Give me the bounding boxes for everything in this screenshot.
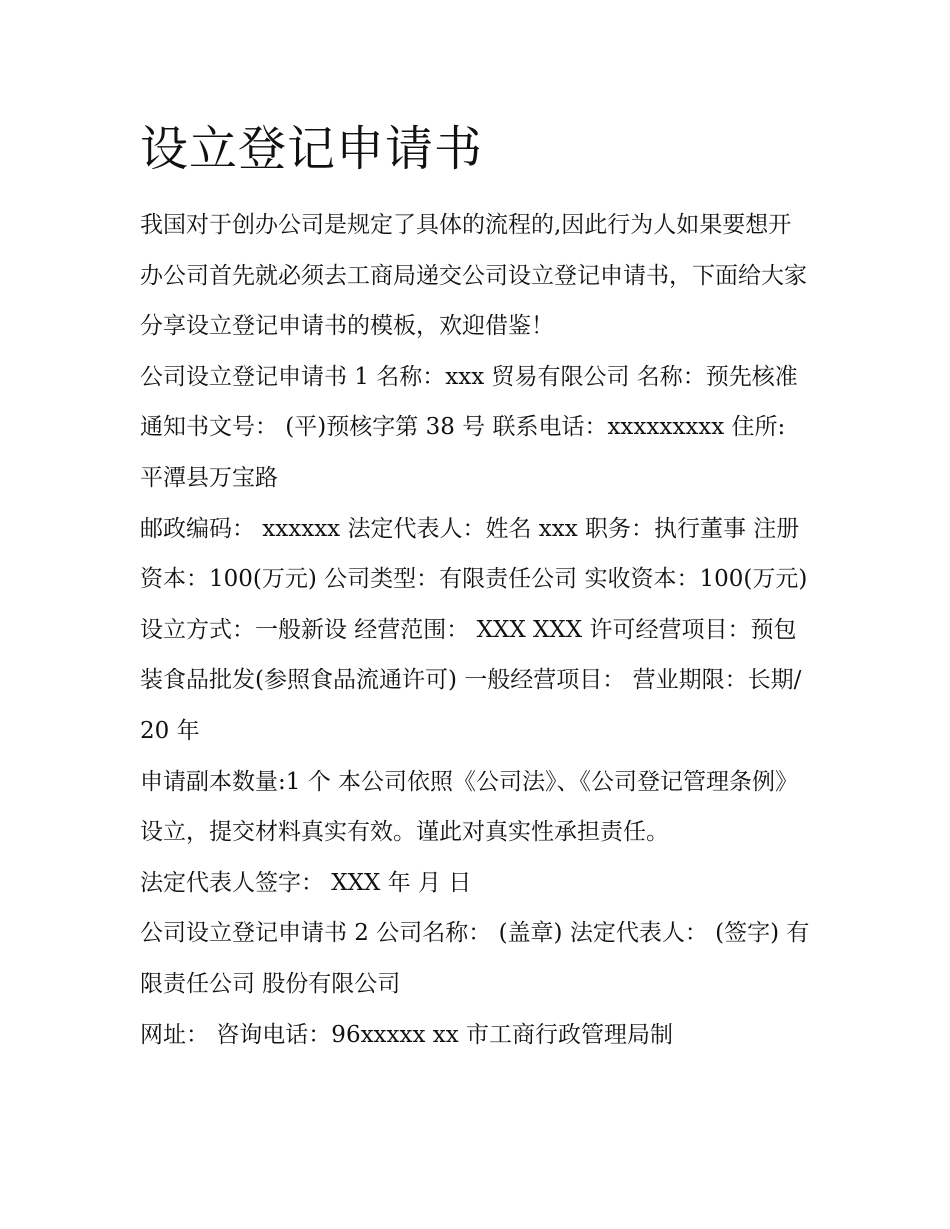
second-template-paragraph: 公司设立登记申请书 2 公司名称： (盖章) 法定代表人： (签字) 有限责任公司 股份有限公司: [140, 920, 810, 997]
contact-paragraph: 网址： 咨询电话：96xxxxx xx 市工商行政管理局制: [140, 1021, 673, 1048]
business-scope-paragraph: 设立方式：一般新设 经营范围： XXX XXX 许可经营项目：预包装食品批发(参照食品流通许可) 一般经营项目： 营业期限：长期/20 年: [140, 616, 802, 744]
copy-count-paragraph: 申请副本数量:1 个 本公司依照《公司法》、《公司登记管理条例》设立，提交材料真实有效。谨此对真实性承担责任。: [140, 768, 799, 846]
intro-paragraph: 我国对于创办公司是规定了具体的流程的,因此行为人如果要想开办公司首先就必须去工商局递交公司设立登记申请书，下面给大家分享设立登记申请书的模板，欢迎借鉴！: [140, 212, 807, 340]
company-name-paragraph: 公司设立登记申请书 1 名称：xxx 贸易有限公司 名称：预先核准 通知书文号： (平)预核字第 38 号 联系电话：xxxxxxxxx 住所: 平潭县万宝路: [140, 363, 798, 491]
document-title: 设立登记申请书: [140, 121, 484, 177]
representative-capital-paragraph: 邮政编码： xxxxxx 法定代表人：姓名 xxx 职务：执行董事 注册资本：100(万元) 公司类型：有限责任公司 实收资本：100(万元): [140, 515, 808, 593]
signature-paragraph: 法定代表人签字： XXX 年 月 日: [140, 869, 472, 896]
document-content: [140, 118, 812, 1060]
